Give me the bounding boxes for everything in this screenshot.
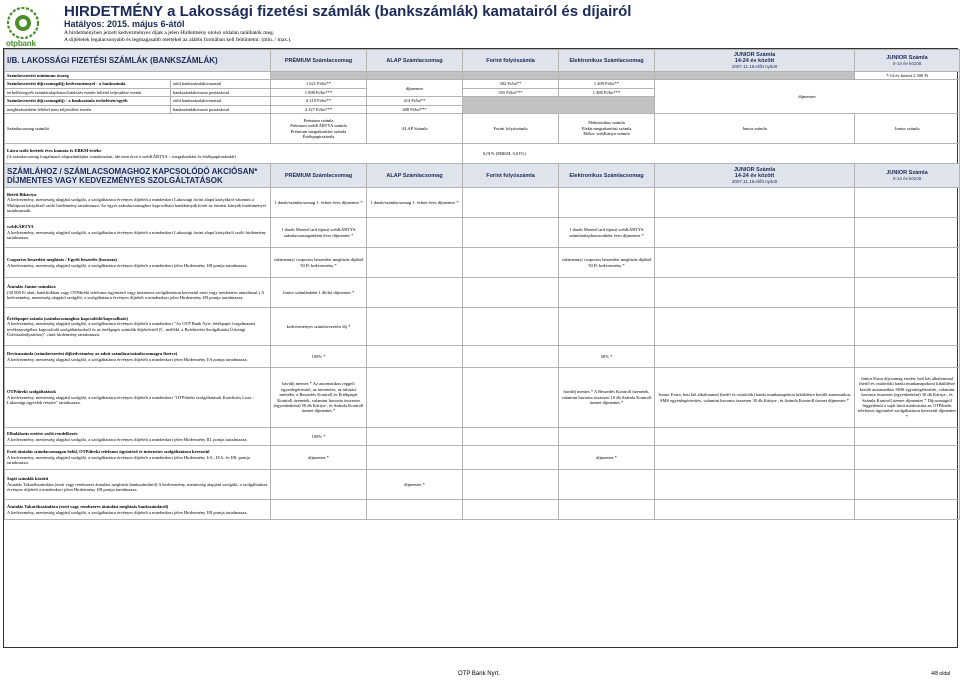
service-junior2	[855, 500, 960, 520]
service-junior1	[655, 470, 855, 500]
service-alap	[367, 428, 463, 446]
effective-date: Hatályos: 2015. május 6-ától	[64, 19, 185, 29]
service-row	[5, 218, 960, 248]
service-premium: 100% *	[271, 428, 367, 446]
service-junior1	[655, 446, 855, 470]
service-forint	[463, 248, 559, 278]
header-note: A hirdetményben jelzett kedvezményes díjak a jelen Hirdetmény utolsó oldalán találhatók meg.	[64, 30, 275, 36]
service-alap	[367, 278, 463, 308]
col-elektronikus: Elektronikus Számlacsomag	[559, 164, 655, 188]
fee-grid	[4, 49, 960, 520]
service-elektronikus	[559, 428, 655, 446]
service-forint	[463, 500, 559, 520]
service-forint	[463, 368, 559, 428]
bank-logo-text: otpbank	[6, 39, 36, 48]
service-alap	[367, 446, 463, 470]
page-number: 4/8 oldal	[931, 671, 950, 677]
junior2-age: 0-14 év között	[892, 175, 922, 181]
col-junior-14-24	[655, 50, 855, 72]
otp-bank-logo-icon	[6, 6, 40, 40]
fee1-elek-b: 1 480 Ft/hó***	[559, 88, 655, 96]
service-description	[5, 428, 271, 446]
header-note: A díjtételek legalacsonyabb és legmagasabb mértékét az alábbi formában kell feltüntetni: (min. / max.).	[64, 37, 292, 43]
service-elektronikus: 50% *	[559, 346, 655, 368]
service-description	[5, 500, 271, 520]
service-junior2	[855, 428, 960, 446]
service-title: Saját számlák közötti	[7, 476, 49, 482]
section1-header-row	[5, 50, 960, 72]
fee2-label: Számlavezetési díj(csomagdíj) - a bankszámla terhelésén/egyéb	[5, 97, 171, 105]
col-alap: ALAP Számlacsomag	[367, 50, 463, 72]
document-header	[4, 2, 956, 46]
service-desc-text: A kedvezmény, mentesség alapjául szolgáló, a szolgáltatásra érvényes díjtételt a mindenkori jelen Hirdetmény I/A pontja tartalmazza.	[7, 356, 248, 362]
min-balance-junior: 7-14 év között 2 500 Ft	[855, 72, 960, 80]
service-junior2	[855, 446, 960, 470]
service-forint	[463, 446, 559, 470]
junior2-name: JUNIOR Számla	[886, 169, 928, 176]
fee-table	[3, 48, 958, 648]
junior1-note: 2007.11.19.előtt nyitott	[731, 63, 778, 69]
service-junior1	[655, 428, 855, 446]
service-desc-text: A kedvezmény, mentesség alapjául szolgáló, a szolgáltatásra érvényes díjtételt a mindenkori Lakossági forint alapú kártyákról valamint a Multipont kártyákról szóló hirdetmény tartalmazza. Az egyes számlacsomaghoz kapcsolható bankkártyák körét az érintett kártyák hirdetményei tartalmazzák.	[7, 197, 267, 213]
interest-sub: (A számlacsomag forgalmazó alapszámlájára vonatkozóan, ide nem érve a webKÁRTYA -, megtakarítási és értékpapírszámlát)	[7, 153, 236, 159]
table-row	[5, 114, 960, 144]
service-title: Értékpapír számla (számlacsomaghoz kapcsolódó/kapcsolható)	[7, 315, 129, 321]
account-item: Prémium megtakarítási számla	[290, 128, 347, 134]
service-premium	[271, 470, 367, 500]
junior2-name: JUNIOR Számla	[886, 54, 928, 61]
service-title: webKÁRTYA	[7, 224, 34, 230]
fee1-forint-a: 302 Ft/hó**	[463, 80, 559, 88]
service-desc-text: A kedvezmény, mentesség alapjául szolgáló, a szolgáltatásra érvényes díjtételt a mindenkori Lakossági forint alapú kártyákról szóló hirdetmény tartalmazza.	[7, 229, 267, 241]
service-alap: 1 darab/számlacsomag 1. évben éves díjmentes *	[367, 188, 463, 218]
service-elektronikus: díjmentes *	[559, 446, 655, 470]
service-row	[5, 346, 960, 368]
account-item: Elektr.megtakarítási számla	[581, 125, 632, 131]
fee1-forint-b: 355 Ft/hó***	[463, 88, 559, 96]
service-description	[5, 308, 271, 346]
service-junior2	[855, 278, 960, 308]
junior1-name: JUNIOR Számla	[733, 51, 776, 58]
col-premium: PRÉMIUM Számlacsomag	[271, 164, 367, 188]
service-desc-text: Átutalás Takarékszámlára (eseti vagy rendszeres átutalási megbízás bankszámláról) A kedvezmény, mentesség alapjául szolgáló, a szolgáltatásra érvényes díjtételt a mindenkori jelen Hirdetmény I/B pontja tartalmazza.	[7, 481, 268, 493]
service-elektronikus: 1 darab MasterCard típusú webKÁRTYA számlatulajdonosonként éves díjmentes *	[559, 218, 655, 248]
service-forint	[463, 278, 559, 308]
service-elektronikus	[559, 188, 655, 218]
service-junior1	[655, 278, 855, 308]
service-junior1	[655, 308, 855, 346]
service-alap	[367, 368, 463, 428]
service-desc-text: A kedvezmény, mentesség alapjául szolgáló, a szolgáltatásra érvényes díjtételt a mindenkori jelen Hirdetmény I/A., II/A. és I/B. pontja tartalmazza.	[7, 454, 250, 466]
junior1-name: JUNIOR Számla	[733, 166, 776, 173]
service-title: Átutalás Junior számlára	[7, 284, 56, 290]
service-desc-text: A kedvezmény, mentesség alapjául szolgáló, a szolgáltatásra érvényes díjtételt a mindenkori jelen Hirdetmény I/B pontja tartalmazza.	[7, 509, 248, 515]
service-alap	[367, 248, 463, 278]
service-row	[5, 308, 960, 346]
min-balance-label: Számlavezetési minimum összeg	[5, 72, 271, 80]
service-premium: kedvezményes számlavezetési díj *	[271, 308, 367, 346]
service-desc-text: A kedvezmény, mentesség alapjául szolgáló, a szolgáltatásra érvényes díjtételt a mindenkori jelen Hirdetmény I/B pontja tartalmazza.	[7, 262, 248, 268]
service-elektronikus: havidíj mentes * A Beszedés Kontroll üzenetek, valamint havonta összesen 10 db Számla Kontroll üzenet díjmentes *	[559, 368, 655, 428]
service-title: OTPdirekt szolgáltatások	[7, 389, 57, 395]
service-row	[5, 188, 960, 218]
fee2-sub: megbízásonként feltétel nem teljesülése esetén	[5, 105, 171, 113]
accounts-premium	[271, 114, 367, 144]
service-premium: díjmentes *	[271, 446, 367, 470]
service-junior2	[855, 308, 960, 346]
col-alap: ALAP Számlacsomag	[367, 164, 463, 188]
service-desc-text: A kedvezmény, mentesség alapjául szolgáló, a szolgáltatásra érvényes díjtételt a mindenkori "Az OTP Bank Nyrt. értékpapír forgalmazási tevékenységéhez kapcsolódó szolgáltatásokról és az értékpapír számlák díjtételeiről (C. mellékl. a Befektetési Szolgáltatási Üzletági Üzletszabályzathoz)" című hirdetmény tartalmazza.	[7, 321, 256, 337]
fee1-premium-b: 1 698 Ft/hó***	[271, 88, 367, 96]
service-forint	[463, 218, 559, 248]
table-row	[5, 72, 960, 80]
table-row	[5, 144, 960, 164]
service-elektronikus	[559, 500, 655, 520]
service-description	[5, 470, 271, 500]
interest-cell	[5, 144, 463, 164]
service-premium: valamennyi csoportos beszedési megbízás díjából 50 Ft kedvezmény *	[271, 248, 367, 278]
fee1-premium-a: 1 621 Ft/hó**	[271, 80, 367, 88]
service-junior2	[855, 346, 960, 368]
service-description	[5, 346, 271, 368]
service-alap	[367, 218, 463, 248]
service-description	[5, 248, 271, 278]
service-description	[5, 278, 271, 308]
fee1-cond-a: zöld bankszámlakivonattal	[171, 80, 271, 88]
service-junior1	[655, 248, 855, 278]
service-junior1	[655, 218, 855, 248]
accounts-alap: ALAP Számla	[367, 114, 463, 144]
table-row	[5, 80, 960, 88]
fee2-alap-a: 414 Ft/hó**	[367, 97, 463, 105]
section2-title: SZÁMLÁHOZ / SZÁMLACSOMAGHOZ KAPCSOLÓDÓ AKCIÓSAN* DÍJMENTES VAGY KEDVEZMÉNYES SZOLGÁLTATÁSOK	[5, 164, 271, 188]
service-premium: Junior számlánként 1 db/hó díjmentes *	[271, 278, 367, 308]
footer-bank: OTP Bank Nyrt.	[458, 671, 500, 677]
service-desc-text: A kedvezmény, mentesség alapjául szolgáló, a szolgáltatásra érvényes díjtételt a mindenkori "OTPdirekt szolgáltatások Kondíciós Lista - Lakossági ügyfelek részére" tartalmazza.	[7, 394, 254, 406]
service-title: Eseti átutalás számlacsomagon belül, OTPdirekt telefonos ügyintéző és internetes szolgáltatáson keresztül	[7, 449, 210, 455]
service-description	[5, 218, 271, 248]
fee2-cond-a: zöld bankszámlakivonattal	[171, 97, 271, 105]
service-junior2	[855, 188, 960, 218]
service-forint	[463, 470, 559, 500]
service-junior2	[855, 218, 960, 248]
service-desc-text: A kedvezmény, mentesség alapjául szolgáló, a szolgáltatásra érvényes díjtételt a mindenkori jelen Hirdetmény III. pontja tartalmazza.	[7, 436, 248, 442]
services-body	[5, 188, 960, 520]
service-description	[5, 368, 271, 428]
service-row	[5, 368, 960, 428]
service-title: Devizaszámla (számlavezetési díjkedvezmény az adott számlára/számlacsomagra fizetve)	[7, 351, 178, 357]
accounts-forint: Forint folyószámla	[463, 114, 559, 144]
interest-label: Látra szóló betétek éves kamata és EBKM értéke	[7, 148, 102, 154]
service-forint	[463, 428, 559, 446]
col-junior-0-14	[855, 50, 960, 72]
accounts-junior1: Junior számla	[655, 114, 855, 144]
account-item: Elektronikus számla	[588, 120, 625, 126]
service-row	[5, 278, 960, 308]
service-forint	[463, 308, 559, 346]
col-junior-14-24	[655, 164, 855, 188]
col-junior-0-14	[855, 164, 960, 188]
service-title: Átutalás Takarékszámlára (eseti vagy rendszeres átutalási megbízás bankszámláról)	[7, 504, 169, 510]
service-forint	[463, 346, 559, 368]
accounts-elek	[559, 114, 655, 144]
service-row	[5, 248, 960, 278]
fee1-alap: díjmentes	[367, 80, 463, 97]
service-premium: 1 darab MasterCard típusú webKÁRTYA számlacsomagonként éves díjmentes *	[271, 218, 367, 248]
fee1-elek-a: 1 409 Ft/hó**	[559, 80, 655, 88]
service-description	[5, 446, 271, 470]
account-item: Prémium számla	[303, 117, 334, 123]
service-alap: díjmentes *	[367, 470, 463, 500]
service-forint	[463, 188, 559, 218]
service-elektronikus	[559, 470, 655, 500]
junior2-age: 0-14 év között	[892, 60, 922, 66]
col-forint: Forint folyószámla	[463, 164, 559, 188]
service-row	[5, 500, 960, 520]
service-premium: havidíj mentes * Az automatikus reggeli egyenlegértesítő, az internetes, az átfutási mértéke, a Beszedés Kontroll és Értékpapír Kontroll üzenetek, valamint havonta összesen (egyenlenként) 50 db Kártya-, és Számla Kontroll üzenet díjmentes *	[271, 368, 367, 428]
service-title: Csoportos beszedési megbízás / Egyéb beszedés (havonta)	[7, 257, 117, 263]
service-elektronikus	[559, 278, 655, 308]
service-elektronikus: valamennyi csoportos beszedési megbízás díjából 50 Ft kedvezmény *	[559, 248, 655, 278]
service-alap	[367, 346, 463, 368]
fee2-premium-b: 4 327 Ft/hó***	[271, 105, 367, 113]
service-junior1	[655, 500, 855, 520]
interest-value: 0,01% (EBKM: 0,01%)	[463, 144, 960, 164]
junior1-age: 14-24 év között	[734, 172, 775, 179]
service-premium: 100% *	[271, 346, 367, 368]
col-elektronikus: Elektronikus Számlacsomag	[559, 50, 655, 72]
fee2-alap-b: 408 Ft/hó***	[367, 105, 463, 113]
account-item: Értékpapírszámla	[302, 133, 335, 139]
service-junior2: Junior Extra díjcsomag esetén: heti két alkalommal (hetfő és csütörtöki banki munkanapokon) kiküldésre kerülő automatikus SMS egyenlegértesítés, valamint havonta összesen (egyenlenként) 30 db Kártya-, és Számla Kontroll üzenet díjmentes * Díjcsomagtól függetlenül a saját limit módosítása az OTPdirekt telefonos ügyintéző szolgáltatáson keresztül díjmentes *	[855, 368, 960, 428]
service-desc-text: (30 000 Ft alatt, bankfiókban vagy OTPdirekt telefonos ügyintéző vagy internetes szolgáltatáson keresztül eseti vagy rendszeres átutalással.) A kedvezmény, mentesség alapjául szolgáló, a szolgáltatásra érvényes díjtételt a mindenkori jelen Hirdetmény I/B pontja tartalmazza.	[7, 289, 265, 301]
service-junior2	[855, 248, 960, 278]
service-premium	[271, 500, 367, 520]
service-junior1	[655, 346, 855, 368]
service-junior1: Junior Extra: heti két alkalommal (hetfő és csütörtök) banki munkanapokon kiküldésre kerülő automatikus SMS egyenlegértesítés, valamint havonta összesen 30 db Kártya-, és Számla Kontroll üzenet díjmentes *	[655, 368, 855, 428]
service-alap	[367, 308, 463, 346]
account-item: Elektr. webKártya számla	[583, 131, 630, 137]
junior-fee: díjmentes	[655, 80, 960, 114]
service-title: Elhalálozás esetére szóló rendelkezés	[7, 431, 78, 437]
col-forint: Forint folyószámla	[463, 50, 559, 72]
service-elektronikus	[559, 308, 655, 346]
service-row	[5, 428, 960, 446]
section1-title: I/B. LAKOSSÁGI FIZETÉSI SZÁMLÁK (BANKSZÁMLÁK)	[5, 50, 271, 72]
fee1-label: Számlavezetési díj(csomagdíj) kedvezménnyel - a bankszámla	[5, 80, 171, 88]
service-junior1	[655, 188, 855, 218]
section2-header-row	[5, 164, 960, 188]
fee2-premium-a: 4 210 Ft/hó**	[271, 97, 367, 105]
service-title: Betéti Bikártya	[7, 191, 37, 197]
junior1-note: 2007.11.19.előtt nyitott	[731, 178, 778, 184]
junior1-age: 14-24 év között	[734, 57, 775, 64]
fee1-sub: terhelőn/egyéb számlatulajdonos/hitelezés esetén feltétel teljesülése esetén	[5, 88, 171, 96]
accounts-label: Számlacsomag számlái	[5, 114, 271, 144]
fee1-cond-b: bankszámlakivonat postázással	[171, 88, 271, 96]
accounts-junior2: Junior számla	[855, 114, 960, 144]
service-junior2	[855, 470, 960, 500]
service-premium: 1 darab/számlacsomag 1. évben éves díjmentes *	[271, 188, 367, 218]
col-premium: PRÉMIUM Számlacsomag	[271, 50, 367, 72]
document-title: HIRDETMÉNY a Lakossági fizetési számlák (bankszámlák) kamatairól és díjairól	[64, 3, 632, 20]
account-item: Prémium webKÁRTYA számla	[290, 123, 347, 129]
service-description	[5, 188, 271, 218]
service-row	[5, 470, 960, 500]
fee2-cond-b: bankszámlakivonat postázással	[171, 105, 271, 113]
service-alap	[367, 500, 463, 520]
service-row	[5, 446, 960, 470]
